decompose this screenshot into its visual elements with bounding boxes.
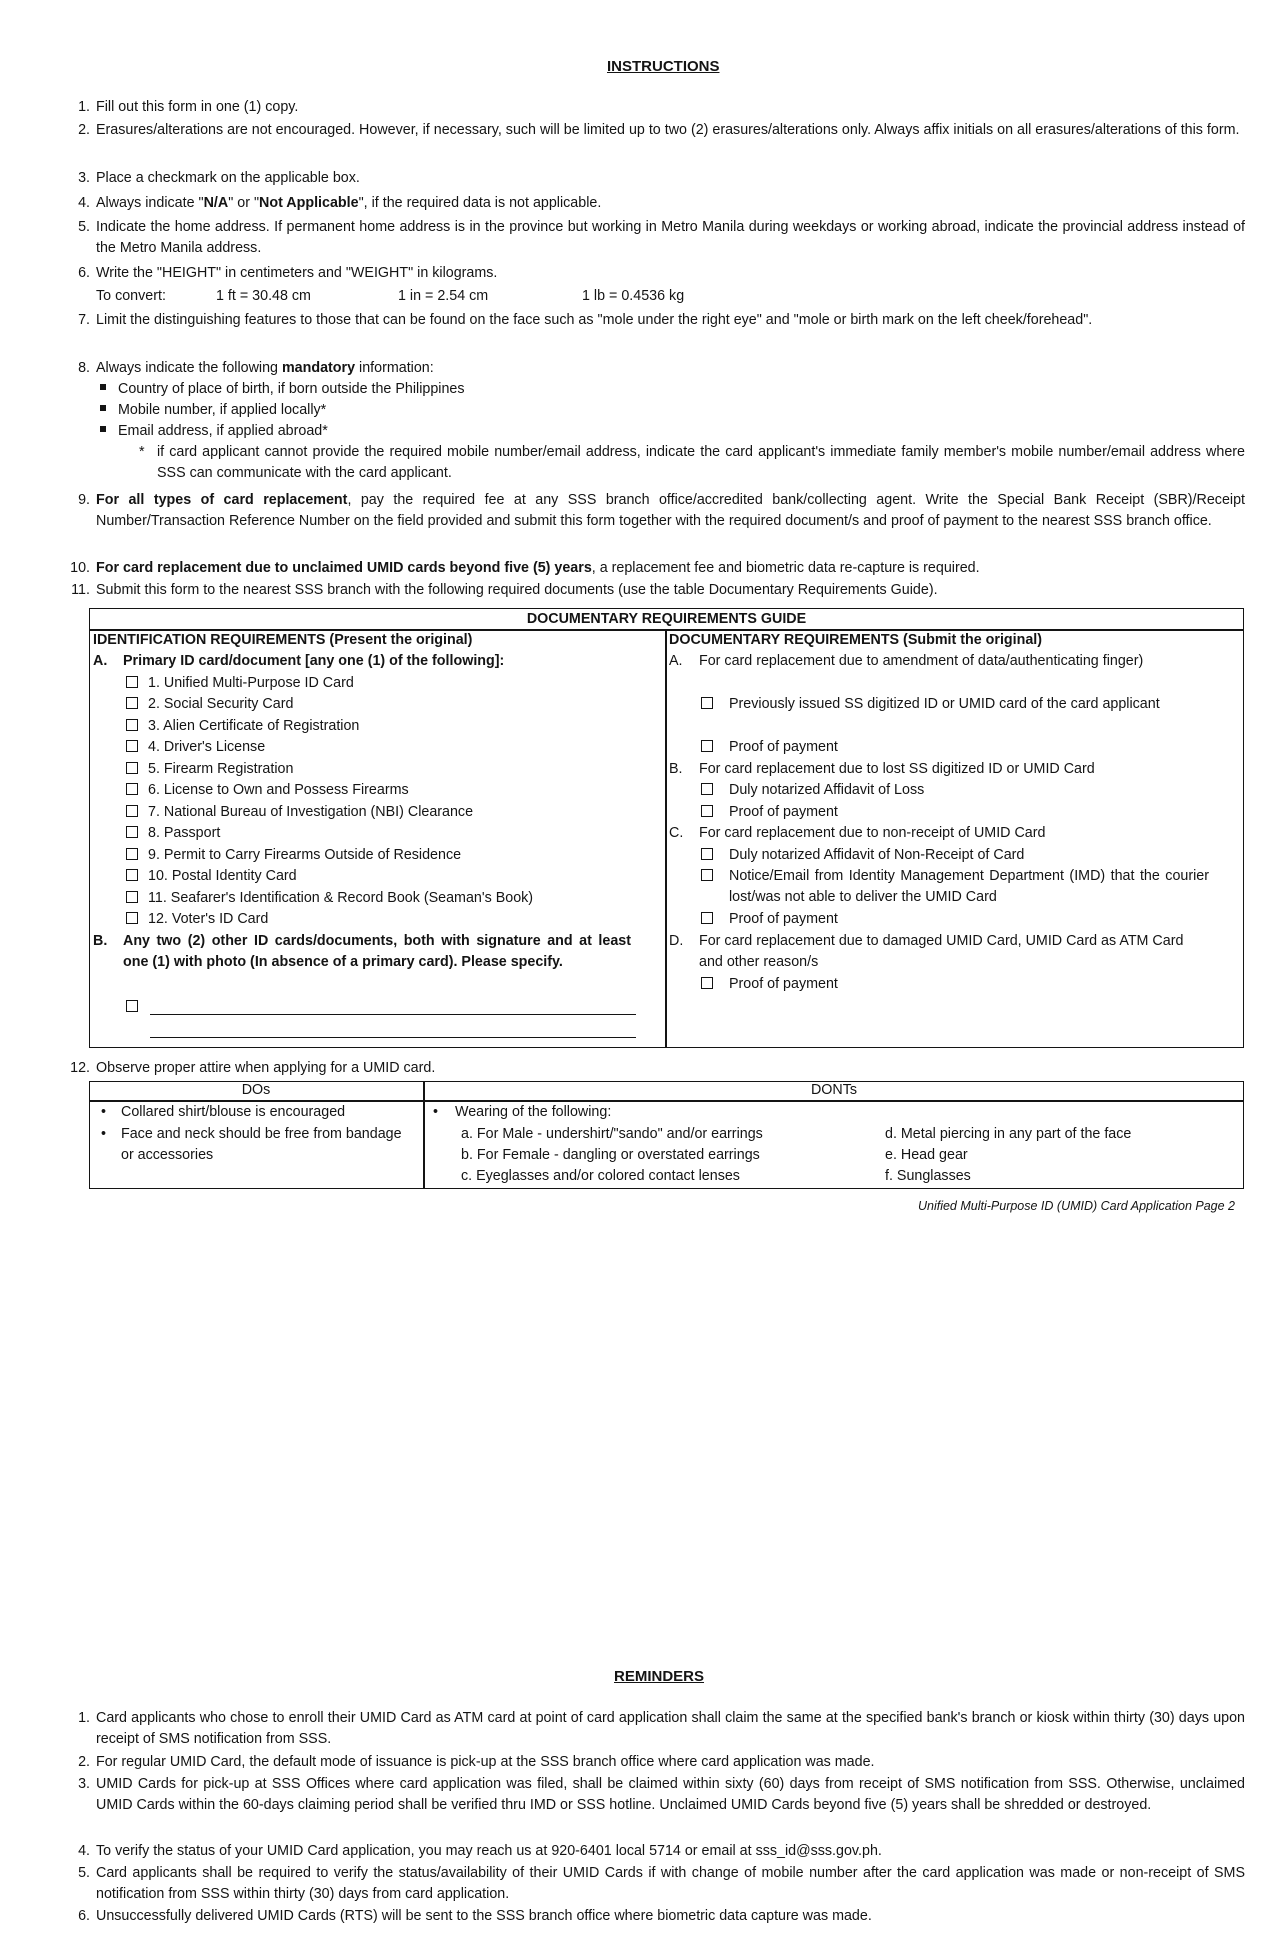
reminder-6 [60, 1906, 1245, 1927]
checkbox[interactable] [701, 848, 713, 860]
reminder-text: Card applicants shall be required to verify the status/availability of their UMID Cards if with change of mobile number after the card application was made or non-receipt of SMS notification from SSS within thirty (30) days from card application. [96, 1865, 1245, 1902]
dos-item: Face and neck should be free from bandage or accessories [121, 1126, 402, 1164]
reminder-number: 6. [78, 1908, 90, 1924]
checkbox[interactable] [126, 826, 138, 838]
mandatory-note: if card applicant cannot provide the required mobile number/email address, indicate the card applicant's immediate family member's mobile number/email address where SSS can communicate with the card applicant. [157, 444, 1245, 481]
donts-item: b. For Female - dangling or overstated earrings [461, 1147, 760, 1163]
instruction-text: Limit the distinguishing features to those that can be found on the face such as "mole under the right eye" and "mole or birth mark on the left cheek/forehead". [96, 312, 1093, 328]
donts-item: c. Eyeglasses and/or colored contact lenses [461, 1168, 740, 1184]
checkbox[interactable] [126, 697, 138, 709]
checkbox[interactable] [126, 805, 138, 817]
instruction-number: 8. [78, 360, 90, 376]
primary-id-option[interactable]: 7. National Bureau of Investigation (NBI) Clearance [126, 802, 473, 823]
checkbox[interactable] [126, 869, 138, 881]
instruction-text: Always indicate "N/A" or "Not Applicable", if the required data is not applicable. [96, 195, 602, 211]
instruction-number: 3. [78, 170, 90, 186]
checkbox[interactable] [126, 740, 138, 752]
donts-item: f. Sunglasses [885, 1168, 971, 1184]
doc-a-letter: A. [669, 653, 683, 669]
convert-ft: 1 ft = 30.48 cm [216, 288, 311, 304]
instruction-text: Write the "HEIGHT" in centimeters and "WEIGHT" in kilograms. [96, 265, 498, 281]
instruction-text: Observe proper attire when applying for a UMID card. [96, 1060, 436, 1076]
doc-b-item-text: Proof of payment [729, 804, 838, 820]
checkbox[interactable] [126, 848, 138, 860]
primary-id-option[interactable]: 12. Voter's ID Card [126, 909, 268, 930]
donts-bullet: • [433, 1104, 439, 1120]
guide-title: DOCUMENTARY REQUIREMENTS GUIDE [526, 611, 807, 627]
checkbox[interactable] [126, 912, 138, 924]
doc-d-title: For card replacement due to damaged UMID Card, UMID Card as ATM Card and other reason/s [699, 933, 1184, 971]
reminder-number: 5. [78, 1865, 90, 1881]
documentary-header: DOCUMENTARY REQUIREMENTS (Submit the original) [669, 632, 1043, 648]
primary-id-option[interactable]: 11. Seafarer's Identification & Record Book (Seaman's Book) [126, 888, 533, 909]
reminder-5 [60, 1863, 1245, 1904]
primary-id-option[interactable]: 1. Unified Multi-Purpose ID Card [126, 673, 354, 694]
doc-d-item[interactable] [701, 974, 713, 995]
checkbox[interactable] [701, 740, 713, 752]
instruction-8 [60, 358, 1245, 379]
other-id-line-1[interactable] [150, 1014, 636, 1015]
doc-c-item-text: Duly notarized Affidavit of Non-Receipt of Card [729, 847, 1025, 863]
donts-header: DONTs [810, 1082, 858, 1098]
instruction-number: 6. [78, 265, 90, 281]
instruction-4 [60, 193, 1245, 214]
doc-a-item-text: Proof of payment [729, 739, 838, 755]
instruction-text: Erasures/alterations are not encouraged. However, if necessary, such will be limited up to two (2) erasures/alterations only. Always affix initials on all erasures/alterations of this form. [96, 122, 1240, 138]
section-a-letter: A. [93, 653, 108, 669]
doc-a-title: For card replacement due to amendment of data/authenticating finger) [699, 653, 1144, 669]
instruction-number: 1. [78, 99, 90, 115]
doc-c-item[interactable] [701, 909, 713, 930]
checkbox[interactable] [701, 977, 713, 989]
doc-c-title: For card replacement due to non-receipt of UMID Card [699, 825, 1046, 841]
doc-a-item-text: Previously issued SS digitized ID or UMID card of the card applicant [729, 696, 1160, 712]
reminder-text: Card applicants who chose to enroll their UMID Card as ATM card at point of card application shall claim the same at the specified bank's branch or kiosk within thirty (30) days upon receipt of SMS notification from SSS. [96, 1710, 1245, 1747]
reminder-number: 1. [78, 1710, 90, 1726]
doc-b-item[interactable] [701, 802, 713, 823]
doc-a-item[interactable] [701, 737, 713, 758]
primary-id-option[interactable]: 6. License to Own and Possess Firearms [126, 780, 409, 801]
mandatory-note-star: * [139, 444, 145, 460]
primary-id-option[interactable]: 8. Passport [126, 823, 220, 844]
donts-item: d. Metal piercing in any part of the face [885, 1126, 1132, 1142]
reminder-4 [60, 1841, 1245, 1862]
other-id-line-2[interactable] [150, 1037, 636, 1038]
instruction-number: 10. [70, 560, 90, 576]
doc-c-item-text: Proof of payment [729, 911, 838, 927]
checkbox[interactable] [701, 783, 713, 795]
instruction-number: 9. [78, 492, 90, 508]
page-footer: Unified Multi-Purpose ID (UMID) Card Application Page 2 [917, 1199, 1235, 1213]
checkbox[interactable] [126, 783, 138, 795]
instruction-9 [60, 490, 1245, 531]
instruction-text: For card replacement due to unclaimed UMID cards beyond five (5) years, a replacement fee and biometric data re-capture is required. [96, 560, 980, 576]
instruction-11 [60, 580, 1245, 601]
instruction-text: Indicate the home address. If permanent home address is in the province but working in Metro Manila during weekdays or working abroad, indicate the provincial address instead of the Metro Manila address. [96, 219, 1245, 256]
reminder-number: 4. [78, 1843, 90, 1859]
dos-item: Collared shirt/blouse is encouraged [121, 1104, 346, 1120]
instruction-10 [60, 558, 1245, 579]
reminders-title: REMINDERS [614, 1668, 705, 1685]
reminder-text: For regular UMID Card, the default mode of issuance is pick-up at the SSS branch office where card application was made. [96, 1754, 875, 1770]
reminder-1 [60, 1708, 1245, 1749]
donts-item: e. Head gear [885, 1147, 968, 1163]
checkbox[interactable] [126, 762, 138, 774]
instruction-6 [60, 263, 1245, 284]
dos-header: DOs [241, 1082, 271, 1098]
instruction-text: Always indicate the following mandatory information: [96, 360, 434, 376]
convert-label: To convert: [96, 288, 166, 304]
doc-b-item-text: Duly notarized Affidavit of Loss [729, 782, 925, 798]
dos-bullet: • [101, 1126, 107, 1142]
mandatory-bullet: Email address, if applied abroad* [100, 421, 328, 442]
instruction-7 [60, 310, 1245, 331]
doc-c-item-text: Notice/Email from Identity Management Department (IMD) that the courier lost/was not able to deliver the UMID Card [729, 868, 1209, 906]
doc-d-item-text: Proof of payment [729, 976, 838, 992]
primary-id-option[interactable]: 9. Permit to Carry Firearms Outside of Residence [126, 845, 461, 866]
doc-c-item[interactable] [701, 845, 713, 866]
reminder-text: Unsuccessfully delivered UMID Cards (RTS) will be sent to the SSS branch office where biometric data capture was made. [96, 1908, 872, 1924]
instruction-5 [60, 217, 1245, 258]
instructions-title: INSTRUCTIONS [607, 58, 720, 75]
mandatory-bullet: Country of place of birth, if born outside the Philippines [100, 379, 465, 400]
reminder-text: UMID Cards for pick-up at SSS Offices where card application was filed, shall be claimed within sixty (60) days from receipt of SMS notification from SSS. Otherwise, unclaimed UMID Cards within the 60-days claiming period shall be verified thru IMD or SSS hotline. Unclaimed UMID Cards beyond five (5) years shall be shredded or destroyed. [96, 1776, 1245, 1813]
convert-in: 1 in = 2.54 cm [398, 288, 489, 304]
primary-id-option[interactable]: 3. Alien Certificate of Registration [126, 716, 359, 737]
instruction-text: Fill out this form in one (1) copy. [96, 99, 299, 115]
instruction-number: 5. [78, 219, 90, 235]
checkbox[interactable] [701, 805, 713, 817]
donts-item: a. For Male - undershirt/"sando" and/or earrings [461, 1126, 763, 1142]
instruction-number: 2. [78, 122, 90, 138]
convert-lb: 1 lb = 0.4536 kg [582, 288, 685, 304]
section-a-title: Primary ID card/document [any one (1) of the following]: [123, 653, 505, 669]
instruction-12 [60, 1058, 1245, 1079]
doc-a-item[interactable] [701, 694, 713, 715]
checkbox[interactable] [126, 891, 138, 903]
other-id-checkbox[interactable] [126, 1000, 138, 1012]
identification-header: IDENTIFICATION REQUIREMENTS (Present the original) [93, 632, 473, 648]
doc-c-letter: C. [669, 825, 684, 841]
instruction-3 [60, 168, 1245, 189]
instruction-text: Submit this form to the nearest SSS branch with the following required documents (use the table Documentary Requirements Guide). [96, 582, 938, 598]
reminder-2 [60, 1752, 1245, 1773]
doc-c-item[interactable] [701, 866, 713, 887]
instruction-number: 12. [70, 1060, 90, 1076]
checkbox[interactable] [126, 676, 138, 688]
doc-d-letter: D. [669, 933, 684, 949]
instruction-2 [60, 120, 1245, 141]
reminder-number: 3. [78, 1776, 90, 1792]
reminder-number: 2. [78, 1754, 90, 1770]
checkbox[interactable] [126, 719, 138, 731]
checkbox[interactable] [701, 869, 713, 881]
checkbox[interactable] [701, 912, 713, 924]
section-b-letter: B. [93, 933, 108, 949]
instruction-text: For all types of card replacement, pay the required fee at any SSS branch office/accredited bank/collecting agent. Write the Special Bank Receipt (SBR)/Receipt Number/Transaction Reference Number on the field provided and submit this form together with the required document/s and proof of payment to the nearest SSS branch office. [96, 492, 1246, 529]
table-divider [665, 629, 667, 1048]
primary-id-option[interactable]: 5. Firearm Registration [126, 759, 293, 780]
primary-id-option[interactable]: 2. Social Security Card [126, 694, 293, 715]
dos-bullet: • [101, 1104, 107, 1120]
doc-b-item[interactable] [701, 780, 713, 801]
reminder-3 [60, 1774, 1245, 1815]
primary-id-option[interactable]: 10. Postal Identity Card [126, 866, 297, 887]
instruction-number: 4. [78, 195, 90, 211]
doc-b-letter: B. [669, 761, 683, 777]
primary-id-option[interactable]: 4. Driver's License [126, 737, 265, 758]
mandatory-bullet: Mobile number, if applied locally* [100, 400, 326, 421]
checkbox[interactable] [701, 697, 713, 709]
donts-intro: Wearing of the following: [455, 1104, 612, 1120]
instruction-number: 11. [71, 582, 90, 598]
reminder-text: To verify the status of your UMID Card application, you may reach us at 920-6401 local 5714 or email at sss_id@sss.gov.ph. [96, 1843, 882, 1859]
section-b-title: Any two (2) other ID cards/documents, both with signature and at least one (1) with photo (In absence of a primary card). Please specify. [123, 933, 631, 971]
doc-b-title: For card replacement due to lost SS digitized ID or UMID Card [699, 761, 1095, 777]
instruction-number: 7. [78, 312, 90, 328]
instruction-1 [60, 97, 1245, 118]
instruction-text: Place a checkmark on the applicable box. [96, 170, 360, 186]
